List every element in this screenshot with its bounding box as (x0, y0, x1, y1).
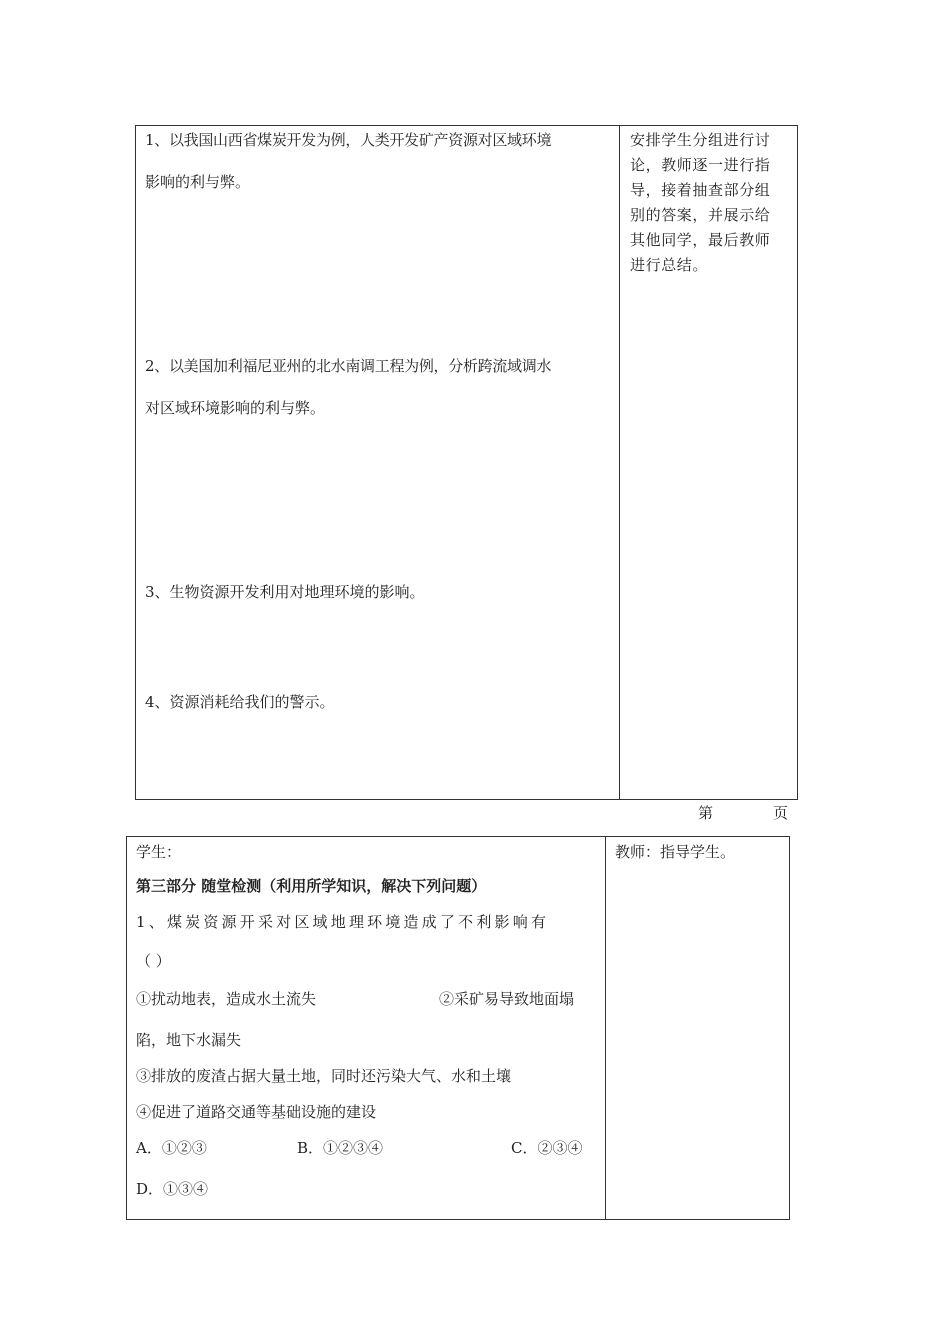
choice-b: B．①②③④ (297, 1139, 384, 1157)
section-heading: 第三部分 随堂检测（利用所学知识，解决下列问题） (136, 877, 487, 895)
lesson-table-2 (126, 836, 790, 1220)
teacher-activity-line: 进行总结。 (630, 256, 709, 274)
choice-d: D．①③④ (136, 1180, 209, 1198)
column-divider (605, 837, 606, 1219)
lesson-table-1 (135, 125, 798, 800)
teacher-instruction: 教师：指导学生。 (615, 843, 736, 861)
choice-a: A．①②③ (136, 1139, 207, 1157)
mcq-question-parenthesis: （ ） (136, 952, 171, 970)
teacher-activity (630, 128, 800, 278)
teacher-activity-line: 安排学生分组进行讨 (630, 131, 771, 149)
student-label: 学生： (136, 843, 182, 861)
page-label-di: 第 (698, 804, 714, 822)
statement-4: ④促进了道路交通等基础设施的建设 (136, 1103, 377, 1121)
page-label-ye: 页 (773, 804, 789, 822)
question-3: 3、生物资源开发利用对地理环境的影响。 (145, 583, 425, 601)
question-1-line-2: 影响的利与弊。 (145, 173, 251, 191)
mcq-question-line-1: 1、煤炭资源开采对区域地理环境造成了不利影响有 (136, 913, 550, 931)
question-2-line-1: 2、以美国加利福尼亚州的北水南调工程为例，分析跨流域调水 (145, 357, 552, 375)
teacher-activity-line: 别的答案，并展示给 (630, 206, 771, 224)
choice-c: C．②③④ (511, 1139, 583, 1157)
statement-2-part-2: 陷，地下水漏失 (136, 1031, 242, 1049)
statement-3: ③排放的废渣占据大量土地，同时还污染大气、水和土壤 (136, 1067, 512, 1085)
question-1-line-1: 1、以我国山西省煤炭开发为例，人类开发矿产资源对区域环境 (145, 131, 552, 149)
teacher-activity-line: 其他同学，最后教师 (630, 231, 771, 249)
statement-1: ①扰动地表，造成水土流失 (136, 990, 317, 1008)
question-4: 4、资源消耗给我们的警示。 (145, 693, 335, 711)
teacher-activity-line: 导，接着抽查部分组 (630, 181, 771, 199)
column-divider (619, 126, 620, 799)
question-2-line-2: 对区域环境影响的利与弊。 (145, 399, 326, 417)
teacher-activity-line: 论，教师逐一进行指 (630, 156, 771, 174)
statement-2-part-1: ②采矿易导致地面塌 (439, 990, 575, 1008)
